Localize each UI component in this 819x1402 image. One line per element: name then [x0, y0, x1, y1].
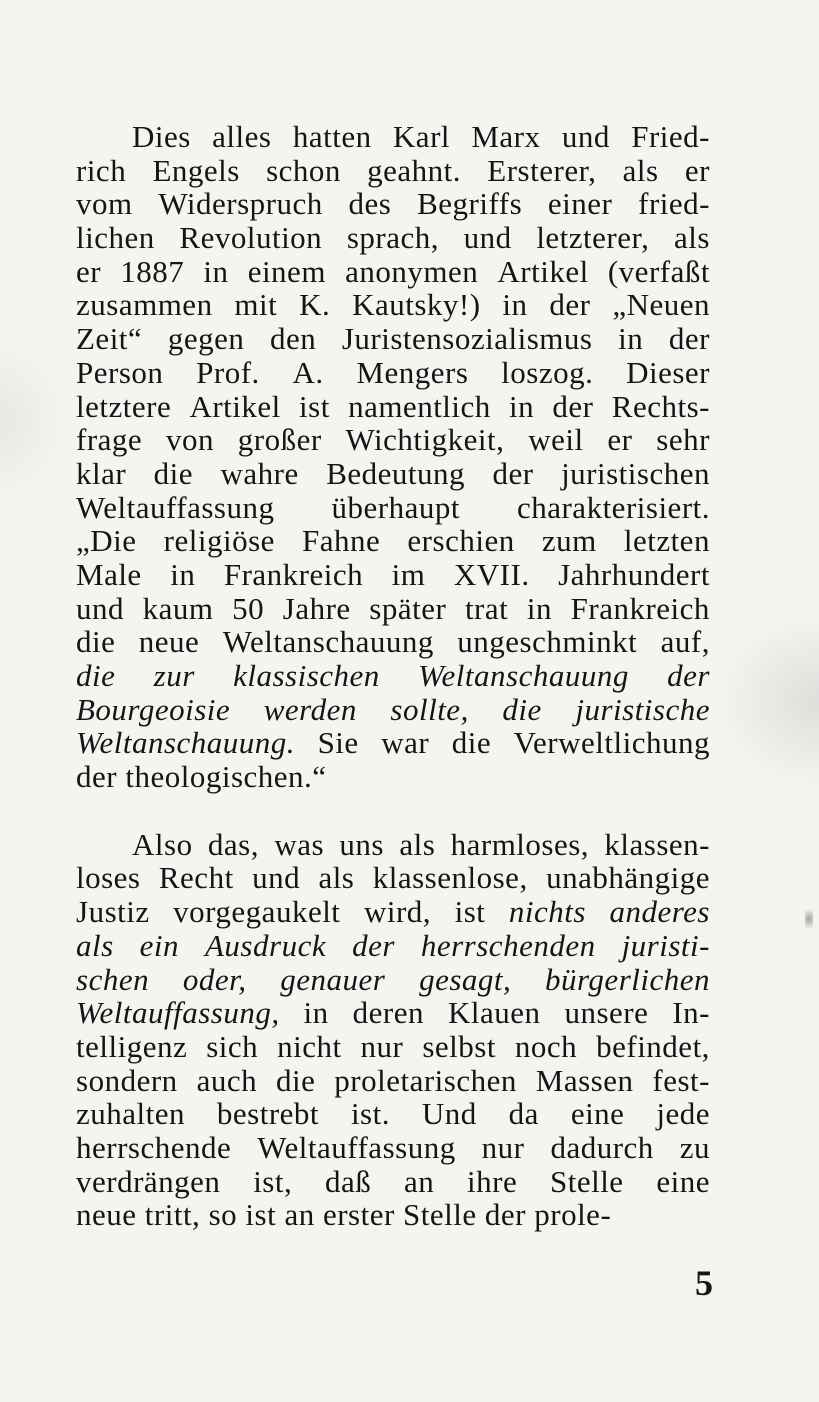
- word: überhaupt: [331, 489, 460, 525]
- word: vorgegaukelt: [173, 894, 341, 930]
- word: ist.: [350, 1096, 390, 1132]
- word: der: [76, 759, 118, 795]
- word: in: [509, 388, 535, 424]
- word: er: [607, 422, 633, 458]
- word: fest‑: [652, 1062, 710, 1098]
- word: eine: [656, 1163, 710, 1199]
- word: Artikel: [189, 388, 281, 424]
- text-line: [76, 1165, 710, 1199]
- word: in: [203, 253, 229, 289]
- word: Massen: [535, 1062, 634, 1098]
- word: Frankreich: [223, 556, 364, 592]
- word: loszog.: [501, 354, 594, 390]
- word: „Die: [76, 523, 137, 559]
- text-line: [76, 524, 710, 558]
- word: Prof.: [196, 354, 260, 390]
- word: klar: [76, 455, 127, 491]
- word: unsere: [564, 995, 649, 1031]
- body-text: [76, 120, 710, 1232]
- word: zum: [541, 523, 597, 559]
- word: in: [170, 556, 196, 592]
- word: (verfaßt: [607, 253, 710, 289]
- italic-word: zur: [153, 658, 195, 693]
- word: Fried‑: [631, 119, 710, 154]
- word: in: [618, 321, 644, 357]
- word: Marx: [471, 119, 541, 154]
- text-line: [76, 390, 710, 424]
- word: erster: [322, 1197, 395, 1233]
- word: Revolution: [179, 220, 323, 256]
- word: an: [404, 1163, 435, 1199]
- word: wahre: [220, 455, 299, 491]
- word: noch: [514, 1028, 578, 1064]
- word: Kautsky!): [352, 287, 481, 323]
- word: Juristensozialismus: [341, 321, 593, 357]
- word: sprach,: [346, 220, 439, 256]
- word: loses: [76, 860, 141, 896]
- word: und: [76, 590, 124, 626]
- text-line: [76, 491, 710, 525]
- paragraph: [76, 120, 710, 794]
- word: wird,: [363, 894, 432, 930]
- word: des: [348, 186, 392, 222]
- word: großer: [237, 422, 322, 458]
- word: religiöse: [163, 523, 275, 559]
- word: der: [484, 1197, 526, 1233]
- text-line: [76, 726, 710, 760]
- word: und: [561, 119, 610, 154]
- word: Recht: [158, 860, 234, 896]
- word: sondern: [76, 1062, 178, 1098]
- word: frage: [76, 422, 143, 458]
- word: nur: [360, 1028, 404, 1064]
- italic-word: oder,: [182, 961, 247, 997]
- word: neue: [138, 624, 200, 660]
- word: von: [165, 422, 214, 458]
- word: die: [76, 624, 116, 660]
- italic-word: sollte,: [390, 691, 469, 727]
- word: sich: [206, 1028, 259, 1064]
- word: Weltauffassung: [257, 1129, 456, 1165]
- word: erschien: [407, 523, 515, 559]
- word: trat: [464, 590, 509, 626]
- paper-speck: [805, 905, 813, 933]
- word: nur: [481, 1129, 525, 1165]
- italic-word: anderes: [609, 894, 710, 930]
- word: 1887: [120, 253, 185, 289]
- text-line: [76, 963, 710, 997]
- italic-word: Weltanschauung: [418, 658, 629, 693]
- word: als: [674, 220, 710, 256]
- word: Fahne: [302, 523, 381, 559]
- word: er: [76, 253, 102, 289]
- word: klassen‑: [604, 826, 710, 862]
- word: selbst: [422, 1028, 496, 1064]
- text-line: [76, 929, 710, 963]
- word: Dies: [132, 119, 191, 154]
- text-line: [76, 457, 710, 491]
- word: Jahrhundert: [558, 556, 710, 592]
- text-line: [76, 760, 710, 794]
- text-line: [76, 120, 710, 154]
- word: Engels: [152, 152, 240, 188]
- text-line: [76, 1198, 710, 1232]
- word: in: [502, 287, 528, 323]
- word: auch: [196, 1062, 258, 1098]
- text-line: [76, 322, 710, 356]
- word: im: [391, 556, 426, 592]
- word: die: [276, 1062, 316, 1098]
- italic-word: klassischen: [233, 658, 380, 693]
- word: das,: [207, 826, 259, 862]
- word: Jahre: [282, 590, 351, 626]
- word: juristischen: [561, 455, 710, 491]
- word: tritt,: [144, 1197, 201, 1233]
- word: Mengers: [356, 354, 469, 390]
- word: hatten: [292, 119, 372, 154]
- word: später: [369, 590, 447, 626]
- word: klassenlose,: [372, 860, 528, 896]
- word: ungeschminkt: [457, 624, 638, 660]
- word: dadurch: [550, 1129, 654, 1165]
- word: Male: [76, 556, 142, 592]
- italic-word: die: [76, 658, 116, 693]
- text-line: [76, 828, 710, 862]
- word: Bedeutung: [326, 455, 466, 491]
- word: Widerspruch: [158, 186, 323, 222]
- word: ist: [454, 894, 486, 930]
- word: die: [153, 455, 194, 491]
- word: Stelle: [549, 1163, 624, 1199]
- paragraph: [76, 828, 710, 1232]
- word: namentlich: [348, 388, 491, 424]
- word: als: [399, 826, 436, 862]
- word: A.: [292, 354, 324, 390]
- word: K.: [299, 287, 331, 323]
- italic-word: Ausdruck: [205, 927, 327, 963]
- italic-word: juristi‑: [621, 927, 710, 963]
- word: In‑: [672, 995, 710, 1031]
- word: Zeit“: [76, 321, 143, 357]
- text-line: [76, 592, 710, 626]
- word: neue: [76, 1197, 137, 1233]
- word: nicht: [277, 1028, 342, 1064]
- word: in: [526, 590, 552, 626]
- word: geahnt.: [367, 152, 462, 188]
- word: was: [274, 826, 325, 862]
- word: den: [269, 321, 317, 357]
- word: einem: [247, 253, 326, 289]
- word: Wichtigkeit,: [345, 422, 505, 458]
- word: uns: [339, 826, 384, 862]
- word: in: [303, 995, 329, 1031]
- word: an: [284, 1197, 315, 1233]
- word: kaum: [142, 590, 214, 626]
- text-line: [76, 423, 710, 457]
- word: Also: [132, 826, 193, 862]
- text-line: [76, 861, 710, 895]
- word: alles: [212, 119, 272, 154]
- word: sehr: [656, 422, 710, 458]
- word: unabhängige: [546, 860, 710, 896]
- italic-word: werden: [263, 691, 357, 727]
- italic-word: die: [502, 691, 542, 727]
- word: der: [552, 388, 594, 424]
- word: befindet,: [596, 1028, 710, 1064]
- italic-word: schen: [76, 961, 150, 997]
- text-line: [76, 288, 710, 322]
- word: weil: [528, 422, 584, 458]
- word: Rechts‑: [611, 388, 710, 424]
- word: Sie: [317, 725, 359, 761]
- word: lichen: [76, 220, 155, 256]
- text-line: [76, 895, 710, 929]
- word: ist,: [253, 1163, 293, 1199]
- word: er: [684, 152, 710, 188]
- italic-word: als: [76, 927, 114, 963]
- word: die: [451, 725, 492, 761]
- word: jede: [656, 1096, 710, 1132]
- italic-word: gesagt,: [419, 961, 512, 997]
- text-line: [76, 1064, 710, 1098]
- word: ihre: [467, 1163, 518, 1199]
- word: war: [381, 725, 430, 761]
- text-line: [76, 1131, 710, 1165]
- word: mit: [234, 287, 278, 323]
- word: ist: [299, 388, 330, 424]
- text-line: [76, 154, 710, 188]
- word: Begriffs: [417, 186, 523, 222]
- text-line: [76, 625, 710, 659]
- word: ist: [245, 1197, 277, 1233]
- word: letzten: [623, 523, 710, 559]
- word: verdrängen: [76, 1163, 221, 1199]
- text-line: [76, 1030, 710, 1064]
- word: charakterisiert.: [516, 489, 710, 525]
- italic-word: nichts: [508, 894, 586, 930]
- word: vom: [76, 186, 133, 222]
- word: proletarischen: [334, 1062, 517, 1098]
- page-number: 5: [695, 1263, 713, 1303]
- word: letztere: [76, 388, 172, 424]
- word: Frankreich: [570, 590, 710, 626]
- text-line: [76, 255, 710, 289]
- word: Person: [76, 354, 164, 390]
- italic-word: Weltanschauung.: [76, 725, 296, 761]
- word: Karl: [392, 119, 451, 154]
- word: da: [508, 1096, 539, 1132]
- word: und: [463, 220, 512, 256]
- word: gegen: [167, 321, 245, 357]
- word: Stelle: [403, 1197, 477, 1233]
- text-line: [76, 659, 710, 693]
- text-line: [76, 558, 710, 592]
- word: zu: [679, 1129, 710, 1165]
- word: anonymen: [345, 253, 479, 289]
- word: schon: [266, 152, 341, 188]
- word: Klauen: [447, 995, 541, 1031]
- italic-word: juristische: [575, 691, 710, 727]
- italic-word: ein: [139, 927, 180, 963]
- text-line: [76, 221, 710, 255]
- text-line: [76, 187, 710, 221]
- word: XVII.: [453, 556, 530, 592]
- word: eine: [570, 1096, 625, 1132]
- word: Verweltlichung: [513, 725, 710, 761]
- word: der: [549, 287, 591, 323]
- word: rich: [76, 152, 127, 188]
- italic-word: Bourgeoisie: [76, 691, 231, 727]
- word: harmloses,: [450, 826, 590, 862]
- italic-word: der: [667, 658, 710, 693]
- word: 50: [232, 590, 265, 626]
- word: telligenz: [76, 1028, 188, 1064]
- text-line: [76, 356, 710, 390]
- word: daß: [324, 1163, 372, 1199]
- word: Ersterer,: [487, 152, 597, 188]
- italic-word: herrschenden: [420, 927, 596, 963]
- word: Und: [421, 1096, 477, 1132]
- text-line: [76, 996, 710, 1030]
- word: als: [318, 860, 355, 896]
- word: „Neuen: [612, 287, 710, 323]
- word: der: [668, 321, 710, 357]
- word: auf,: [660, 624, 710, 660]
- word: theologischen.“: [125, 759, 327, 795]
- word: Weltanschauung: [222, 624, 434, 660]
- word: fried‑: [638, 186, 710, 222]
- text-line: [76, 1097, 710, 1131]
- italic-word: der: [352, 927, 395, 963]
- word: herrschende: [76, 1129, 232, 1165]
- word: und: [252, 860, 301, 896]
- word: bestrebt: [216, 1096, 320, 1132]
- word: Dieser: [626, 354, 710, 390]
- text-line: [76, 693, 710, 727]
- word: zusammen: [76, 287, 213, 323]
- word: prole‑: [534, 1197, 612, 1233]
- italic-word: genauer: [280, 961, 386, 997]
- word: als: [622, 152, 659, 188]
- word: so: [208, 1197, 238, 1233]
- word: der: [492, 455, 534, 491]
- italic-word: bürgerlichen: [545, 961, 710, 997]
- word: Weltauffassung: [76, 489, 275, 525]
- italic-word: Weltauffassung,: [76, 995, 280, 1031]
- word: zuhalten: [76, 1096, 186, 1132]
- word: Artikel: [497, 253, 589, 289]
- word: Justiz: [76, 894, 150, 930]
- word: deren: [352, 995, 424, 1031]
- word: letzterer,: [536, 220, 650, 256]
- word: einer: [547, 186, 613, 222]
